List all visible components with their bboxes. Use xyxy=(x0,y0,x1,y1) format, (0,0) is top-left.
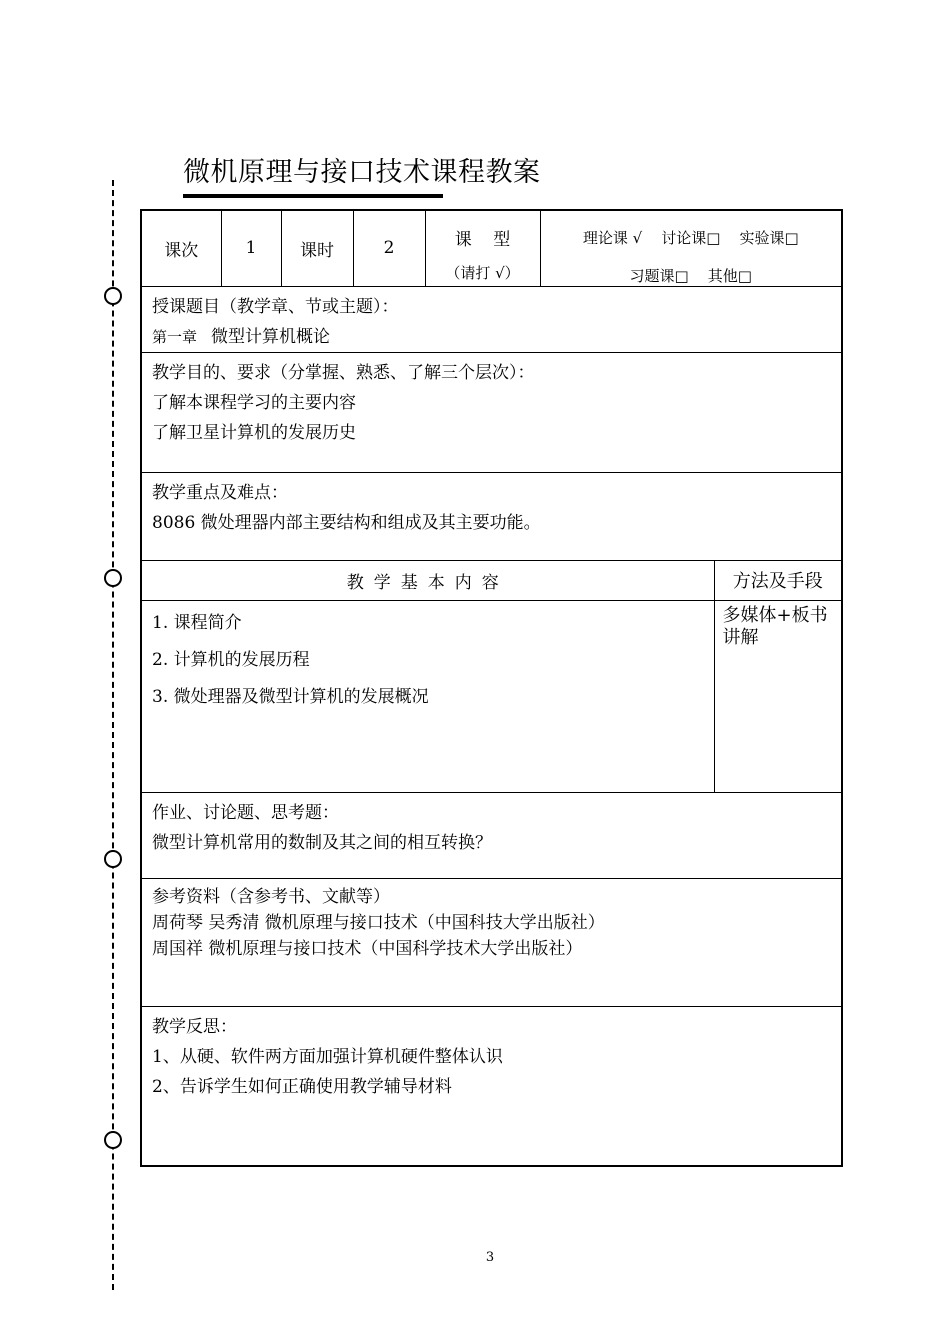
content-item: 1. 课程简介 xyxy=(152,612,242,633)
binding-hole-icon xyxy=(104,1131,122,1149)
type-hint: （请打 √） xyxy=(445,264,520,282)
key-points-label: 教学重点及难点： xyxy=(152,482,288,503)
topic-row xyxy=(141,286,842,352)
reference-item: 周国祥 微机原理与接口技术（中国科学技术大学出版社） xyxy=(152,938,583,959)
objective-item: 了解卫星计算机的发展历史 xyxy=(152,422,356,443)
reflection-section xyxy=(141,1006,842,1166)
method-line: 多媒体+板书 xyxy=(722,604,828,626)
objectives-label: 教学目的、要求（分掌握、熟悉、了解三个层次）： xyxy=(152,362,535,383)
homework-row xyxy=(141,792,842,878)
lesson-plan-table xyxy=(140,209,843,1167)
content-item: 3. 微处理器及微型计算机的发展概况 xyxy=(152,686,429,707)
chapter-title: 微型计算机概论 xyxy=(211,326,331,347)
binding-hole-icon xyxy=(104,850,122,868)
type-label: 课 型 xyxy=(454,230,511,250)
reflection-row xyxy=(141,1006,842,1166)
references-label: 参考资料（含参考书、文献等） xyxy=(152,886,390,907)
references-row xyxy=(141,878,842,1006)
session-label: 课次 xyxy=(141,210,221,286)
type-label-cell xyxy=(425,210,540,286)
homework-label: 作业、讨论题、思考题： xyxy=(152,802,339,823)
key-points-text: 8086 微处理器内部主要结构和组成及其主要功能。 xyxy=(152,512,541,533)
reflection-item: 2、告诉学生如何正确使用教学辅导材料 xyxy=(152,1076,452,1097)
objectives-section xyxy=(141,352,842,472)
key-points-row xyxy=(141,472,842,560)
binding-line xyxy=(112,180,114,1290)
key-points-section xyxy=(141,472,842,560)
header-row xyxy=(141,210,842,286)
homework-text: 微型计算机常用的数制及其之间的相互转换？ xyxy=(152,832,492,853)
reference-item: 周荷琴 吴秀清 微机原理与接口技术（中国科技大学出版社） xyxy=(152,912,605,933)
method-header: 方法及手段 xyxy=(714,560,842,600)
content-header: 教学基本内容 xyxy=(141,560,714,600)
homework-section xyxy=(141,792,842,878)
type-options-row1: 理论课 √ 讨论课□ 实验课□ xyxy=(582,229,799,247)
method-cell xyxy=(714,600,842,792)
references-section xyxy=(141,878,842,1006)
objectives-row xyxy=(141,352,842,472)
title-underline xyxy=(183,194,443,198)
type-options-row2: 习题课□ 其他□ xyxy=(629,267,752,285)
page-number: 3 xyxy=(485,1250,495,1265)
document-title: 微机原理与接口技术课程教案 xyxy=(183,157,541,188)
type-options-cell xyxy=(540,210,842,286)
reflection-label: 教学反思： xyxy=(152,1016,237,1037)
objective-item: 了解本课程学习的主要内容 xyxy=(152,392,356,413)
content-header-row xyxy=(141,560,842,600)
session-value: 1 xyxy=(221,210,281,286)
reflection-item: 1、从硬、软件两方面加强计算机硬件整体认识 xyxy=(152,1046,503,1067)
binding-hole-icon xyxy=(104,287,122,305)
binding-hole-icon xyxy=(104,569,122,587)
content-item: 2. 计算机的发展历程 xyxy=(152,649,310,670)
content-row xyxy=(141,600,842,792)
topic-line xyxy=(152,322,831,352)
topic-section xyxy=(141,286,842,352)
method-line: 讲解 xyxy=(722,626,759,648)
chapter-number: 第一章 xyxy=(152,327,198,346)
topic-label: 授课题目（教学章、节或主题）： xyxy=(152,296,399,317)
content-list xyxy=(141,600,714,792)
hours-value: 2 xyxy=(353,210,425,286)
hours-label: 课时 xyxy=(281,210,353,286)
